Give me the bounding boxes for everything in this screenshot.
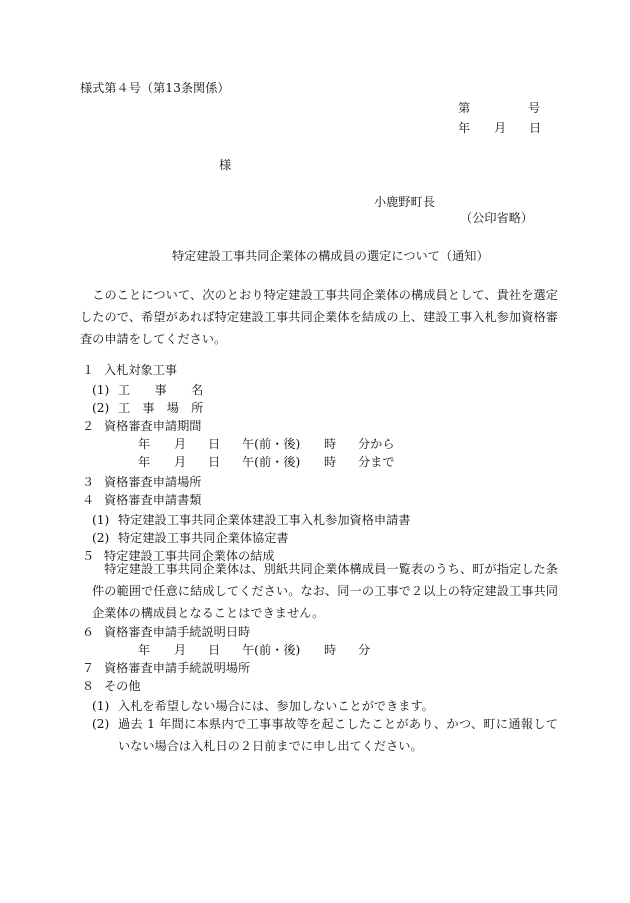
period-to-hour: 時 (324, 455, 337, 469)
sender-name: 小鹿野町長 (374, 195, 435, 209)
period-to-ampm: 午(前・後) (242, 455, 301, 469)
period-from-minute: 分から (358, 437, 395, 451)
item-4-1-text: 特定建設工事共同企業体建設工事入札参加資格申請書 (118, 513, 411, 527)
item-4-2-text: 特定建設工事共同企業体協定書 (118, 531, 289, 545)
period-to-year: 年 (138, 455, 151, 469)
briefing-minute: 分 (358, 643, 371, 657)
period-to-day: 日 (208, 455, 221, 469)
item-8-1-text: 入札を希望しない場合には、参加しないことができます。 (118, 699, 434, 713)
section-7-number: ７ (82, 661, 95, 675)
briefing-year: 年 (138, 643, 151, 657)
section-2-number: ２ (82, 419, 95, 433)
doc-number-suffix: 号 (528, 101, 541, 115)
intro-paragraph: このことについて、次のとおり特定建設工事共同企業体の構成員として、貴社を選定したので、希望があれば特定建設工事共同企業体を結成の上、建設工事入札参加資格審査の申請をしてください。 (80, 288, 558, 346)
section-3-title: 資格審査申請場所 (104, 475, 202, 489)
period-from-month: 月 (174, 437, 187, 451)
section-4-number: ４ (82, 493, 95, 507)
section-1-title: 入札対象工事 (104, 363, 178, 377)
section-8-title: その他 (104, 679, 141, 693)
period-from-hour: 時 (324, 437, 337, 451)
section-6-title: 資格審査申請手続説明日時 (104, 625, 251, 639)
item-1-2-number: (2) (92, 401, 110, 415)
period-from-year: 年 (138, 437, 151, 451)
period-to-month: 月 (174, 455, 187, 469)
item-4-1-number: (1) (92, 513, 110, 527)
period-from-ampm: 午(前・後) (242, 437, 301, 451)
section-5-body: 特定建設工事共同企業体は、別紙共同企業体構成員一覧表のうち、町が指定した条件の範囲で任意に結成してください。なお、同一の工事で２以上の特定建設工事共同企業体の構成員となることはできません。 (92, 562, 558, 620)
date-year: 年 (458, 121, 471, 135)
item-8-1-number: (1) (92, 699, 110, 713)
date-day: 日 (529, 121, 542, 135)
section-5-title: 特定建設工事共同企業体の結成 (104, 549, 275, 563)
document-title: 特定建設工事共同企業体の構成員の選定について（通知） (172, 249, 489, 263)
item-8-2-text: 過去 1 年間に本県内で工事事故等を起こしたことがあり、かつ、町に通報していない場合は入札日の２日前までに申し出てください。 (118, 717, 558, 753)
section-5-number: ５ (82, 549, 95, 563)
section-8-number: ８ (82, 679, 95, 693)
form-label: 様式第４号（第13条関係） (80, 81, 230, 95)
section-1-number: １ (82, 363, 95, 377)
addressee-suffix: 様 (219, 158, 232, 172)
date-month: 月 (494, 121, 507, 135)
section-4-title: 資格審査申請書類 (104, 493, 202, 507)
item-1-2-text: 工 事 場 所 (118, 401, 204, 415)
item-4-2-number: (2) (92, 531, 110, 545)
item-1-1-text: 工 事 名 (118, 383, 204, 397)
doc-number-prefix: 第 (458, 101, 471, 115)
item-1-1-number: (1) (92, 383, 110, 397)
section-7-title: 資格審査申請手続説明場所 (104, 661, 251, 675)
section-3-number: ３ (82, 475, 95, 489)
briefing-day: 日 (208, 643, 221, 657)
item-8-2-number: (2) (92, 717, 110, 731)
seal-note: （公印省略） (460, 211, 534, 225)
period-to-minute: 分まで (358, 455, 395, 469)
section-6-number: ６ (82, 625, 95, 639)
section-2-title: 資格審査申請期間 (104, 419, 202, 433)
briefing-hour: 時 (324, 643, 337, 657)
briefing-month: 月 (174, 643, 187, 657)
period-from-day: 日 (208, 437, 221, 451)
briefing-ampm: 午(前・後) (242, 643, 301, 657)
